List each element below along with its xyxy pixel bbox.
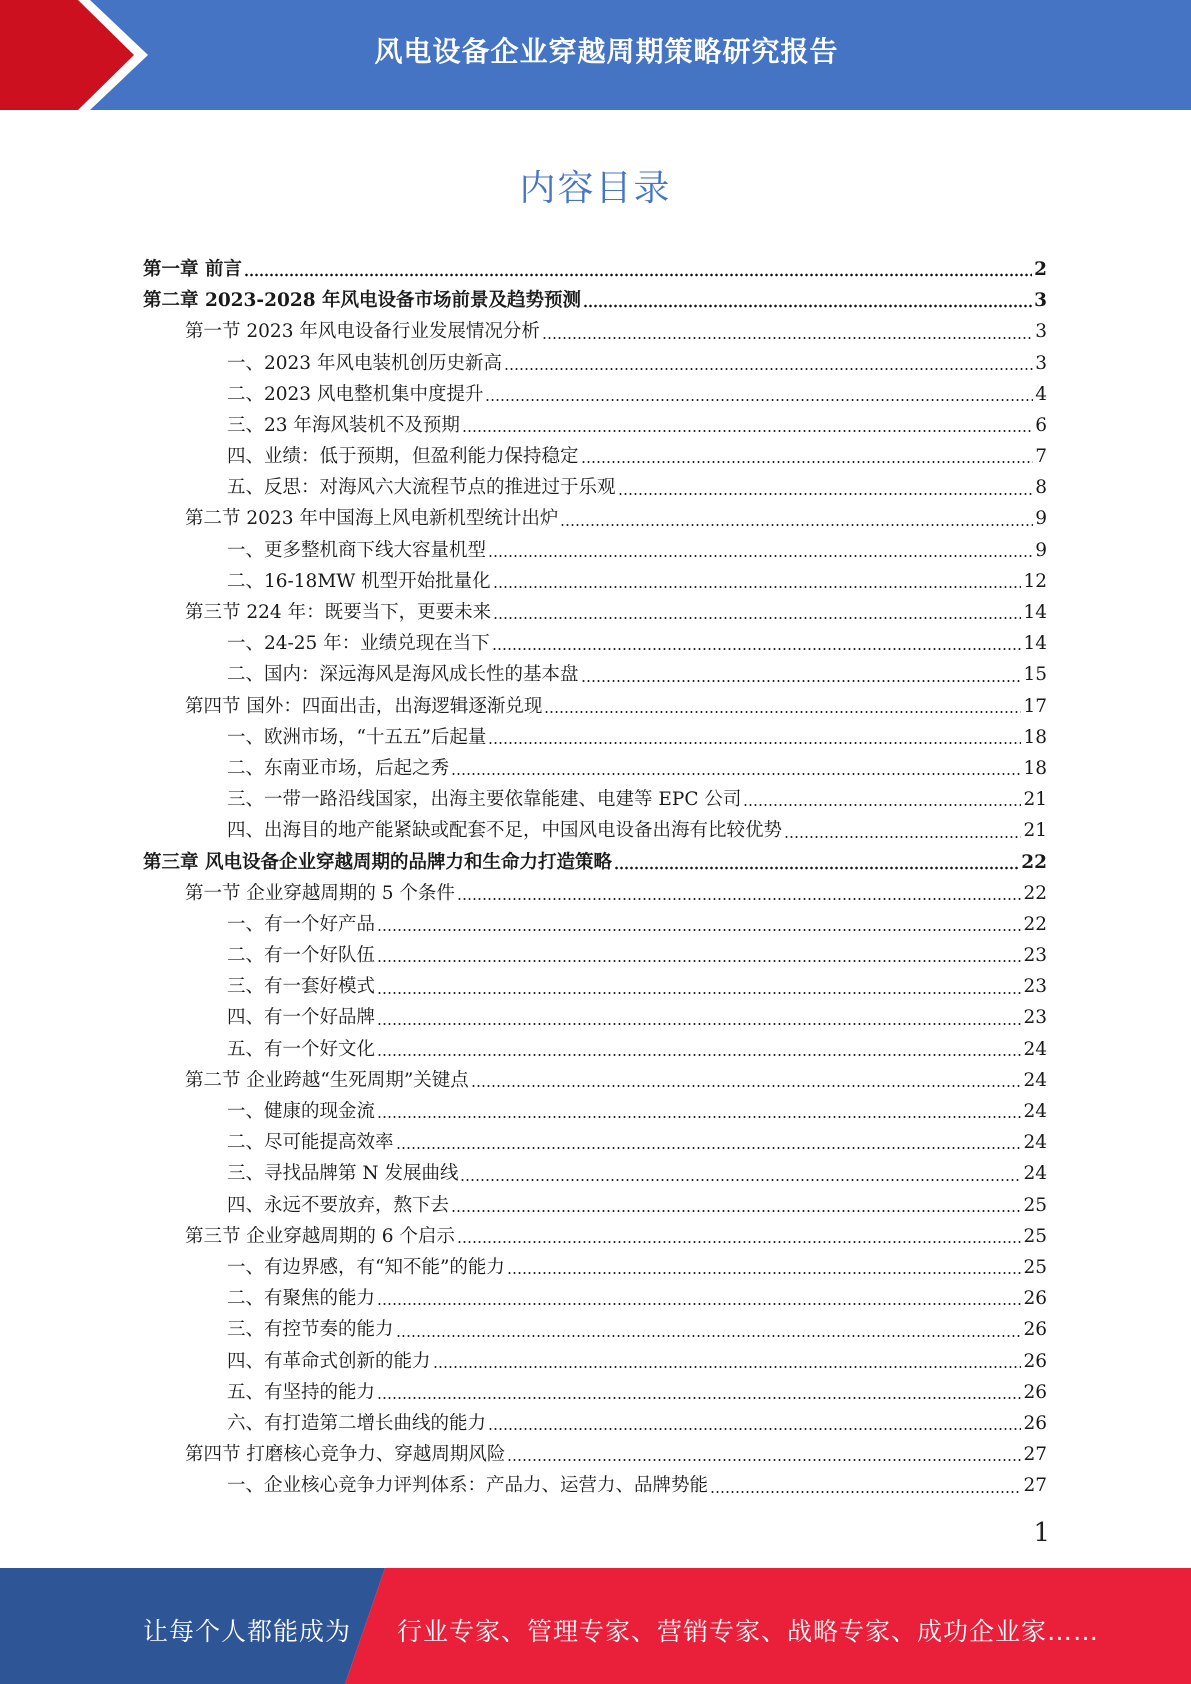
toc-entry-page: 18 bbox=[1023, 726, 1047, 748]
toc-entry-page: 17 bbox=[1023, 695, 1047, 717]
toc-entry-label: 五、反思：对海风六大流程节点的推进过于乐观 bbox=[227, 477, 616, 499]
toc-entry-page: 26 bbox=[1023, 1350, 1047, 1372]
toc-entry-label: 一、有一个好产品 bbox=[227, 913, 376, 935]
toc-entry-page: 27 bbox=[1023, 1475, 1047, 1497]
toc-entry[interactable] bbox=[143, 1470, 1047, 1501]
toc-entry-page: 9 bbox=[1035, 508, 1047, 530]
toc-leader-dots bbox=[377, 991, 1021, 995]
toc-entry-label: 二、有聚焦的能力 bbox=[227, 1288, 376, 1310]
toc-entry[interactable] bbox=[143, 1377, 1047, 1408]
toc-entry-page: 23 bbox=[1023, 976, 1047, 998]
toc-entry[interactable] bbox=[143, 909, 1047, 940]
toc-entry[interactable] bbox=[143, 940, 1047, 971]
toc-entry-label: 四、有一个好品牌 bbox=[227, 1007, 376, 1029]
toc-entry-page: 22 bbox=[1023, 913, 1047, 935]
toc-entry-label: 四、永远不要放弃，熬下去 bbox=[227, 1194, 450, 1216]
toc-heading: 内容目录 bbox=[519, 168, 672, 209]
toc-entry[interactable] bbox=[143, 784, 1047, 815]
toc-entry[interactable] bbox=[143, 254, 1047, 285]
toc-entry-label: 第四节 国外：四面出击，出海逻辑逐渐兑现 bbox=[185, 695, 543, 717]
toc-entry-page: 4 bbox=[1035, 383, 1047, 405]
toc-entry[interactable] bbox=[143, 1096, 1047, 1127]
toc-entry-label: 六、有打造第二增长曲线的能力 bbox=[227, 1412, 487, 1434]
toc-entry-page: 25 bbox=[1023, 1194, 1047, 1216]
toc-leader-dots bbox=[396, 1334, 1022, 1338]
toc-entry[interactable] bbox=[143, 1314, 1047, 1345]
toc-leader-dots bbox=[544, 710, 1021, 714]
toc-entry-page: 24 bbox=[1023, 1101, 1047, 1123]
toc-entry-label: 三、寻找品牌第 N 发展曲线 bbox=[227, 1163, 459, 1185]
toc-entry[interactable] bbox=[143, 1346, 1047, 1377]
toc-entry-page: 26 bbox=[1023, 1288, 1047, 1310]
toc-leader-dots bbox=[471, 1084, 1022, 1088]
toc-leader-dots bbox=[581, 679, 1022, 683]
toc-entry-page: 2 bbox=[1034, 258, 1047, 280]
toc-leader-dots bbox=[710, 1490, 1021, 1494]
toc-leader-dots bbox=[614, 866, 1019, 870]
toc-entry[interactable] bbox=[143, 379, 1047, 410]
toc-entry-page: 3 bbox=[1034, 290, 1047, 312]
toc-leader-dots bbox=[396, 1146, 1022, 1150]
toc-leader-dots bbox=[504, 367, 1033, 371]
page-number: 1 bbox=[1033, 1518, 1050, 1548]
toc-entry-label: 一、企业核心竞争力评判体系：产品力、运营力、品牌势能 bbox=[227, 1475, 709, 1497]
toc-entry-label: 三、一带一路沿线国家，出海主要依靠能建、电建等 EPC 公司 bbox=[227, 789, 742, 811]
toc-entry[interactable] bbox=[143, 566, 1047, 597]
toc-entry-page: 7 bbox=[1035, 446, 1047, 468]
toc-entry[interactable] bbox=[143, 691, 1047, 722]
toc-leader-dots bbox=[377, 959, 1021, 963]
toc-entry-label: 二、尽可能提高效率 bbox=[227, 1132, 394, 1154]
toc-leader-dots bbox=[460, 1178, 1021, 1182]
toc-entry-page: 26 bbox=[1023, 1412, 1047, 1434]
toc-entry[interactable] bbox=[143, 1190, 1047, 1221]
toc-entry-label: 三、有一套好模式 bbox=[227, 976, 376, 998]
toc-entry-page: 25 bbox=[1023, 1225, 1047, 1247]
toc-leader-dots bbox=[492, 647, 1022, 651]
toc-entry-page: 21 bbox=[1023, 789, 1047, 811]
toc-entry-page: 6 bbox=[1035, 414, 1047, 436]
toc-entry-page: 24 bbox=[1023, 1132, 1047, 1154]
toc-entry[interactable] bbox=[143, 1252, 1047, 1283]
toc-entry-label: 三、23 年海风装机不及预期 bbox=[227, 414, 460, 436]
toc-entry-page: 15 bbox=[1023, 664, 1047, 686]
header-banner bbox=[0, 0, 1191, 110]
toc-entry-page: 3 bbox=[1035, 321, 1047, 343]
toc-entry-label: 四、业绩：低于预期，但盈利能力保持稳定 bbox=[227, 446, 579, 468]
toc-entry[interactable] bbox=[143, 285, 1047, 316]
toc-leader-dots bbox=[457, 897, 1022, 901]
toc-entry[interactable] bbox=[143, 628, 1047, 659]
toc-entry[interactable] bbox=[143, 504, 1047, 535]
toc-entry-page: 18 bbox=[1023, 757, 1047, 779]
toc-entry-page: 22 bbox=[1023, 882, 1047, 904]
toc-entry-page: 9 bbox=[1035, 539, 1047, 561]
toc-entry-label: 一、有边界感，有“知不能”的能力 bbox=[227, 1256, 505, 1278]
toc-entry-page: 23 bbox=[1023, 945, 1047, 967]
toc-leader-dots bbox=[507, 1458, 1021, 1462]
toc-leader-dots bbox=[457, 1240, 1022, 1244]
toc-entry[interactable] bbox=[143, 1221, 1047, 1252]
toc-leader-dots bbox=[377, 1022, 1021, 1026]
toc-entry[interactable] bbox=[143, 410, 1047, 441]
toc-entry-page: 14 bbox=[1023, 602, 1047, 624]
toc-entry-label: 二、16-18MW 机型开始批量化 bbox=[227, 570, 491, 592]
report-title: 风电设备企业穿越周期策略研究报告 bbox=[374, 35, 839, 68]
toc-leader-dots bbox=[377, 928, 1021, 932]
toc-entry-label: 二、国内：深远海风是海风成长性的基本盘 bbox=[227, 664, 579, 686]
toc-entry-label: 第二节 企业跨越“生死周期”关键点 bbox=[185, 1069, 469, 1091]
toc-entry-label: 二、有一个好队伍 bbox=[227, 945, 376, 967]
toc-leader-dots bbox=[784, 835, 1021, 839]
toc-entry[interactable] bbox=[143, 1034, 1047, 1065]
toc-entry-label: 第三节 企业穿越周期的 6 个启示 bbox=[185, 1225, 455, 1247]
toc-entry-label: 一、欧洲市场，“十五五”后起量 bbox=[227, 726, 487, 748]
toc-leader-dots bbox=[451, 772, 1021, 776]
toc-leader-dots bbox=[488, 554, 1033, 558]
toc-leader-dots bbox=[433, 1365, 1022, 1369]
toc-entry[interactable] bbox=[143, 1408, 1047, 1439]
toc-leader-dots bbox=[583, 304, 1032, 308]
toc-entry[interactable] bbox=[143, 847, 1047, 878]
toc-leader-dots bbox=[542, 336, 1033, 340]
toc-leader-dots bbox=[377, 1396, 1021, 1400]
toc-entry-page: 12 bbox=[1023, 570, 1047, 592]
toc-leader-dots bbox=[743, 803, 1021, 807]
toc-leader-dots bbox=[488, 1427, 1021, 1431]
table-of-contents bbox=[143, 254, 1047, 1502]
toc-entry-label: 四、有革命式创新的能力 bbox=[227, 1350, 431, 1372]
toc-entry-page: 3 bbox=[1035, 352, 1047, 374]
toc-entry-label: 二、2023 风电整机集中度提升 bbox=[227, 383, 484, 405]
toc-entry-label: 第二节 2023 年中国海上风电新机型统计出炉 bbox=[185, 508, 559, 530]
toc-leader-dots bbox=[560, 523, 1033, 527]
toc-entry-label: 一、2023 年风电装机创历史新高 bbox=[227, 352, 502, 374]
toc-entry-page: 14 bbox=[1023, 633, 1047, 655]
toc-entry-page: 23 bbox=[1023, 1007, 1047, 1029]
toc-entry[interactable] bbox=[143, 1283, 1047, 1314]
toc-entry-page: 24 bbox=[1023, 1163, 1047, 1185]
toc-leader-dots bbox=[493, 585, 1022, 589]
footer-slogan-right: 行业专家、管理专家、营销专家、战略专家、成功企业家…… bbox=[397, 1617, 1100, 1646]
toc-entry-page: 8 bbox=[1035, 477, 1047, 499]
toc-entry-label: 第四节 打磨核心竞争力、穿越周期风险 bbox=[185, 1444, 506, 1466]
toc-entry-label: 五、有一个好文化 bbox=[227, 1038, 376, 1060]
toc-entry-label: 一、更多整机商下线大容量机型 bbox=[227, 539, 487, 561]
toc-entry[interactable] bbox=[143, 1158, 1047, 1189]
footer-slogan-left: 让每个人都能成为 bbox=[143, 1617, 352, 1646]
toc-leader-dots bbox=[507, 1271, 1022, 1275]
toc-entry-page: 24 bbox=[1023, 1038, 1047, 1060]
toc-entry[interactable] bbox=[143, 316, 1047, 347]
toc-entry[interactable] bbox=[143, 441, 1047, 472]
toc-entry[interactable] bbox=[143, 971, 1047, 1002]
toc-entry-page: 21 bbox=[1023, 820, 1047, 842]
toc-entry[interactable] bbox=[143, 1065, 1047, 1096]
toc-leader-dots bbox=[244, 273, 1032, 277]
toc-leader-dots bbox=[581, 460, 1034, 464]
toc-leader-dots bbox=[451, 1209, 1021, 1213]
toc-entry[interactable] bbox=[143, 722, 1047, 753]
toc-entry-label: 第一节 2023 年风电设备行业发展情况分析 bbox=[185, 321, 540, 343]
toc-entry-label: 二、东南亚市场，后起之秀 bbox=[227, 757, 450, 779]
toc-entry[interactable] bbox=[143, 1127, 1047, 1158]
toc-entry-page: 25 bbox=[1023, 1256, 1047, 1278]
toc-entry[interactable] bbox=[143, 348, 1047, 379]
toc-entry-label: 四、出海目的地产能紧缺或配套不足，中国风电设备出海有比较优势 bbox=[227, 820, 783, 842]
toc-entry-label: 三、有控节奏的能力 bbox=[227, 1319, 394, 1341]
toc-entry[interactable] bbox=[143, 472, 1047, 503]
toc-entry-label: 第三章 风电设备企业穿越周期的品牌力和生命力打造策略 bbox=[143, 851, 612, 873]
toc-leader-dots bbox=[377, 1053, 1021, 1057]
toc-entry-page: 26 bbox=[1023, 1319, 1047, 1341]
toc-entry-label: 第三节 224 年：既要当下，更要未来 bbox=[185, 602, 492, 624]
toc-leader-dots bbox=[618, 492, 1034, 496]
toc-entry[interactable] bbox=[143, 1439, 1047, 1470]
toc-entry-label: 第一节 企业穿越周期的 5 个条件 bbox=[185, 882, 455, 904]
toc-leader-dots bbox=[377, 1115, 1021, 1119]
toc-leader-dots bbox=[493, 616, 1021, 620]
toc-leader-dots bbox=[377, 1302, 1021, 1306]
toc-leader-dots bbox=[462, 429, 1033, 433]
toc-entry-label: 五、有坚持的能力 bbox=[227, 1381, 376, 1403]
toc-entry[interactable] bbox=[143, 753, 1047, 784]
toc-entry[interactable] bbox=[143, 597, 1047, 628]
toc-entry-page: 22 bbox=[1021, 851, 1047, 873]
toc-entry-label: 一、24-25 年：业绩兑现在当下 bbox=[227, 633, 490, 655]
toc-entry[interactable] bbox=[143, 815, 1047, 846]
toc-entry-page: 27 bbox=[1023, 1444, 1047, 1466]
toc-entry[interactable] bbox=[143, 535, 1047, 566]
toc-leader-dots bbox=[488, 741, 1021, 745]
toc-entry-page: 26 bbox=[1023, 1381, 1047, 1403]
toc-entry[interactable] bbox=[143, 1003, 1047, 1034]
toc-entry-page: 24 bbox=[1023, 1069, 1047, 1091]
toc-entry[interactable] bbox=[143, 878, 1047, 909]
toc-entry-label: 一、健康的现金流 bbox=[227, 1101, 376, 1123]
toc-entry-label: 第一章 前言 bbox=[143, 258, 242, 280]
toc-leader-dots bbox=[485, 398, 1033, 402]
toc-entry-label: 第二章 2023-2028 年风电设备市场前景及趋势预测 bbox=[143, 290, 582, 312]
toc-entry[interactable] bbox=[143, 659, 1047, 690]
